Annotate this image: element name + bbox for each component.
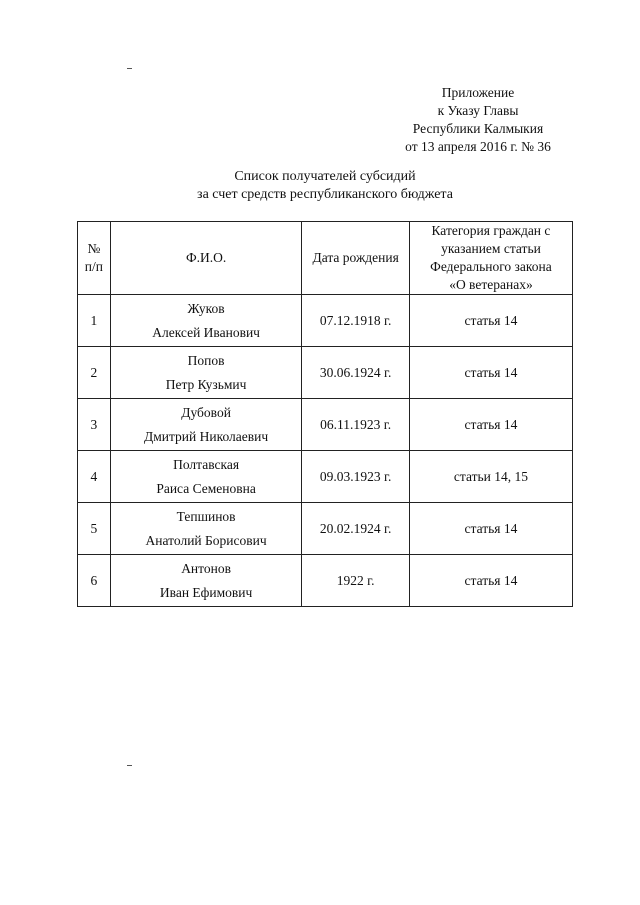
scan-mark	[127, 765, 132, 766]
row-number: 3	[78, 399, 111, 451]
row-name	[110, 503, 302, 555]
row-number: 5	[78, 503, 111, 555]
appendix-line: от 13 апреля 2016 г. № 36	[405, 139, 551, 154]
row-category: статья 14	[409, 555, 572, 607]
row-birth-date: 07.12.1918 г.	[302, 295, 409, 347]
header-text: указанием статьи	[441, 241, 541, 256]
surname: Дубовой	[181, 404, 231, 420]
row-name	[110, 295, 302, 347]
given-names: Алексей Иванович	[152, 324, 260, 340]
row-category: статья 14	[409, 295, 572, 347]
row-category: статьи 14, 15	[409, 451, 572, 503]
table-row	[78, 503, 573, 555]
scan-mark	[127, 68, 132, 69]
row-category: статья 14	[409, 347, 572, 399]
header-text: Федерального закона	[430, 259, 552, 274]
row-number: 6	[78, 555, 111, 607]
table-row	[78, 347, 573, 399]
appendix-block	[380, 84, 576, 156]
row-birth-date: 20.02.1924 г.	[302, 503, 409, 555]
header-number	[78, 222, 111, 295]
row-name	[110, 555, 302, 607]
appendix-line: Приложение	[441, 85, 515, 100]
row-birth-date: 30.06.1924 г.	[302, 347, 409, 399]
header-text: №	[87, 241, 101, 256]
surname: Тепшинов	[176, 508, 236, 524]
header-text: «О ветеранах»	[449, 277, 533, 292]
title-line: Список получателей субсидий	[234, 169, 416, 184]
appendix-line: Республики Калмыкия	[412, 121, 544, 136]
appendix-line: к Указу Главы	[437, 103, 519, 118]
surname: Жуков	[187, 300, 225, 316]
row-number: 2	[78, 347, 111, 399]
header-category	[409, 222, 572, 295]
row-birth-date: 1922 г.	[302, 555, 409, 607]
row-number: 1	[78, 295, 111, 347]
table-row	[78, 295, 573, 347]
given-names: Анатолий Борисович	[145, 532, 267, 548]
row-name	[110, 347, 302, 399]
given-names: Дмитрий Николаевич	[144, 428, 269, 444]
surname: Антонов	[181, 560, 231, 576]
table-row	[78, 451, 573, 503]
header-text: п/п	[84, 259, 103, 274]
surname: Попов	[187, 352, 225, 368]
recipients-table	[77, 221, 573, 607]
header-birth-date: Дата рождения	[302, 222, 409, 295]
table-row	[78, 399, 573, 451]
given-names: Иван Ефимович	[159, 584, 253, 600]
header-name: Ф.И.О.	[110, 222, 302, 295]
header-text: Категория граждан с	[431, 223, 551, 238]
document-title	[120, 168, 530, 204]
given-names: Петр Кузьмич	[165, 376, 247, 392]
title-line: за счет средств республиканского бюджета	[197, 187, 453, 202]
row-birth-date: 06.11.1923 г.	[302, 399, 409, 451]
given-names: Раиса Семеновна	[156, 480, 256, 496]
table-row	[78, 555, 573, 607]
row-name	[110, 399, 302, 451]
surname: Полтавская	[173, 456, 240, 472]
row-number: 4	[78, 451, 111, 503]
row-birth-date: 09.03.1923 г.	[302, 451, 409, 503]
row-name	[110, 451, 302, 503]
row-category: статья 14	[409, 503, 572, 555]
table-header-row	[78, 222, 573, 295]
row-category: статья 14	[409, 399, 572, 451]
